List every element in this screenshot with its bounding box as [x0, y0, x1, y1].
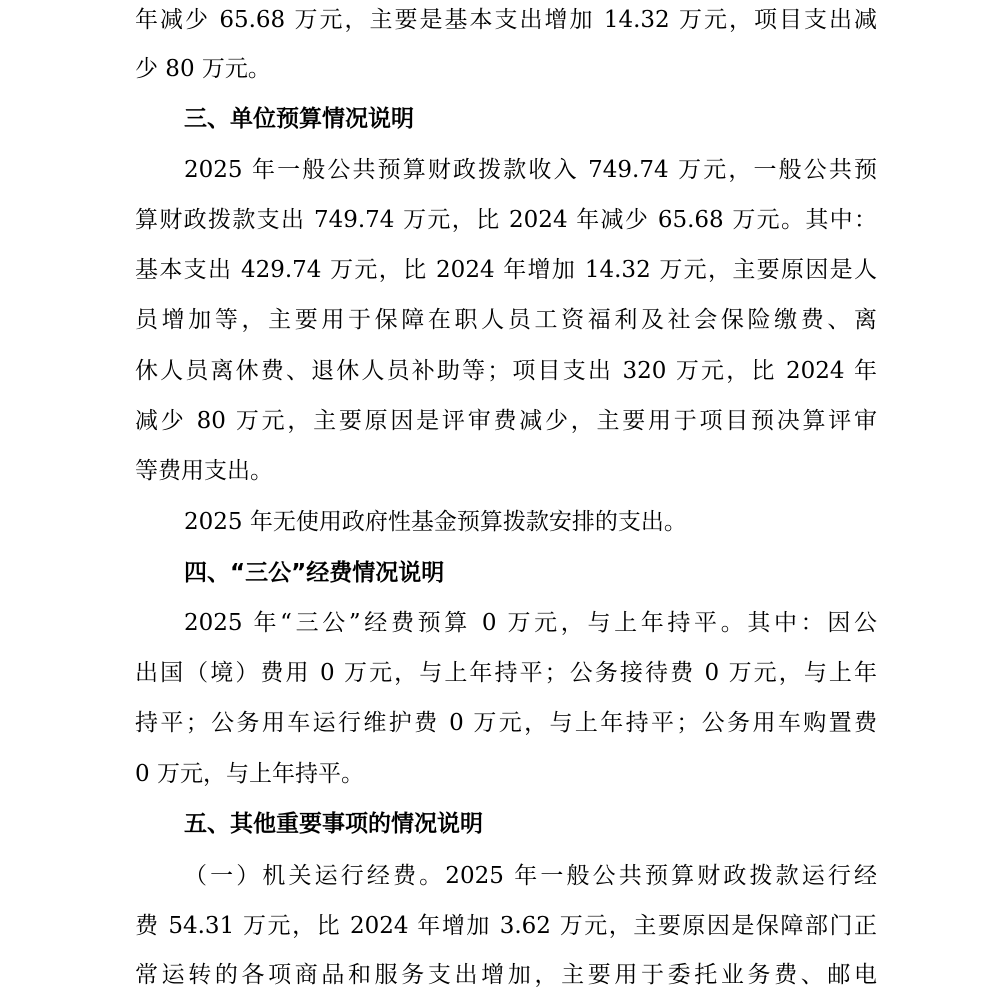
body-line-14: 出国（境）费用 0 万元，与上年持平；公务接待费 0 万元，与上年 [135, 660, 877, 686]
body-line-1: 年减少 65.68 万元，主要是基本支出增加 14.32 万元，项目支出减 [135, 7, 877, 33]
body-line-9: 减少 80 万元，主要原因是评审费减少，主要用于项目预决算评审 [135, 408, 877, 434]
section-heading-3: 三、单位预算情况说明 [184, 106, 414, 132]
body-line-20: 常运转的各项商品和服务支出增加，主要用于委托业务费、邮电 [135, 962, 877, 988]
body-line-7: 员增加等，主要用于保障在职人员工资福利及社会保险缴费、离 [135, 307, 877, 333]
body-line-8: 休人员离休费、退休人员补助等；项目支出 320 万元，比 2024 年 [135, 358, 877, 384]
body-line-10: 等费用支出。 [135, 458, 273, 484]
body-line-2: 少 80 万元。 [135, 56, 271, 82]
body-line-13: 2025 年“三公”经费预算 0 万元，与上年持平。其中：因公 [184, 610, 877, 636]
body-line-5: 算财政拨款支出 749.74 万元，比 2024 年减少 65.68 万元。其中： [135, 207, 877, 233]
body-line-11: 2025 年无使用政府性基金预算拨款安排的支出。 [184, 509, 687, 535]
body-line-16: 0 万元，与上年持平。 [135, 761, 364, 787]
body-line-6: 基本支出 429.74 万元，比 2024 年增加 14.32 万元，主要原因是人 [135, 257, 877, 283]
body-line-19: 费 54.31 万元，比 2024 年增加 3.62 万元，主要原因是保障部门正 [135, 913, 877, 939]
section-heading-5: 五、其他重要事项的情况说明 [184, 811, 483, 837]
body-line-15: 持平；公务用车运行维护费 0 万元，与上年持平；公务用车购置费 [135, 710, 877, 736]
body-line-4: 2025 年一般公共预算财政拨款收入 749.74 万元，一般公共预 [184, 157, 877, 183]
body-line-18: （一）机关运行经费。2025 年一般公共预算财政拨款运行经 [184, 863, 877, 889]
section-heading-4: 四、“三公”经费情况说明 [184, 560, 445, 586]
